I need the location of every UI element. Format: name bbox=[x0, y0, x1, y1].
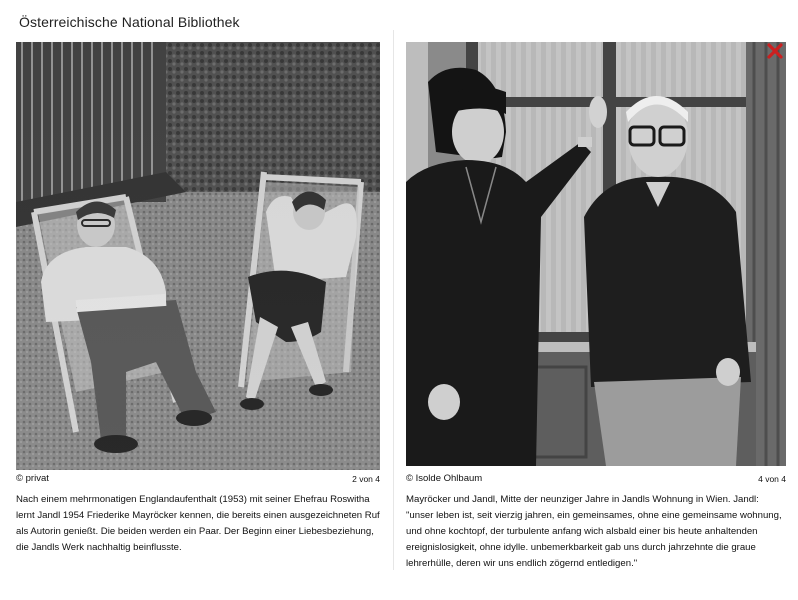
caption-left: Nach einem mehrmonatigen Englandaufenthalt (1953) mit seiner Ehefrau Roswitha lernt Jandl 1954 Friederike Mayröcker kennen, die bereits einen ausgezeichneten Ruf als Autorin genießt. Die beiden werden ein Paar. Der Beginn einer Liebesbeziehung, die Jandls Werk nachhaltig beinflusste. bbox=[16, 494, 380, 553]
page-title: Österreichische National Bibliothek bbox=[19, 14, 240, 30]
caption-right: Mayröcker und Jandl, Mitte der neunziger Jahre in Jandls Wohnung in Wien. Jandl: "unser leben ist, seit vierzig jahren, ein gemeinsames, ohne eine gemeinsame wohnung, und ohne kochtopf, der turbulente anfang wich alsbald einer bis heute anhaltenden ereignislosigkeit, ohne idylle. unbemerkbarkeit gab uns durch jahrzehnte die graue lehrerhülle, deren wir uns endlich zögernd entledigen." bbox=[406, 494, 782, 569]
close-icon[interactable] bbox=[766, 42, 784, 60]
photo-left-image bbox=[16, 42, 380, 470]
photo-right[interactable] bbox=[406, 42, 786, 466]
photo-credit-right: © Isolde Ohlbaum bbox=[406, 473, 483, 484]
image-counter-right: 4 von 4 bbox=[758, 474, 786, 484]
panel-divider bbox=[393, 30, 394, 570]
photo-left[interactable] bbox=[16, 42, 380, 470]
photo-right-image bbox=[406, 42, 786, 466]
image-counter-left: 2 von 4 bbox=[352, 474, 380, 484]
photo-credit-left: © privat bbox=[16, 473, 49, 484]
